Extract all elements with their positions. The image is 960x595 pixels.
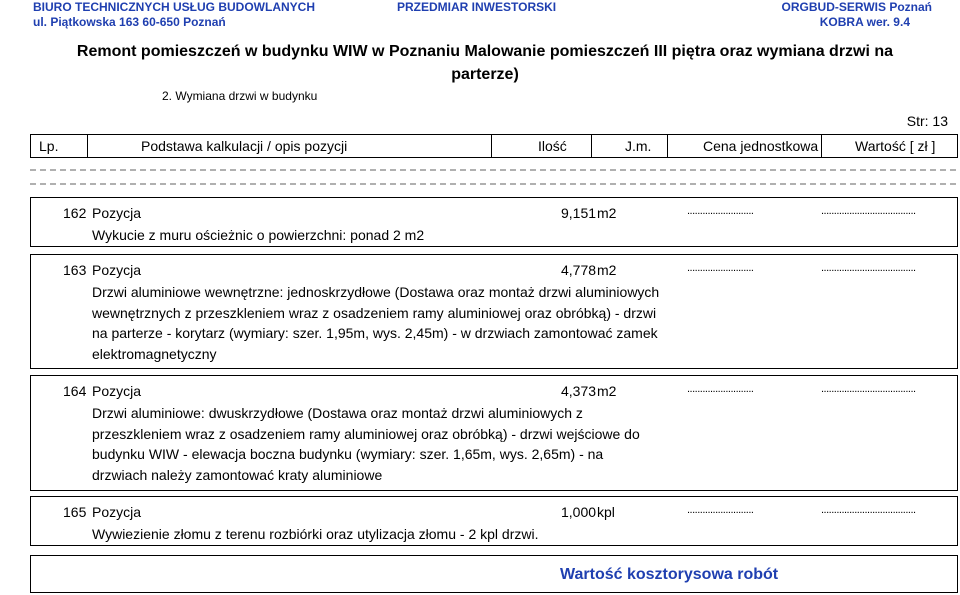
column-header [30, 134, 958, 158]
position-unit: m2 [597, 262, 617, 278]
document-title: Remont pomieszczeń w budynku WIW w Poznaniu Malowanie pomieszczeń III piętra oraz wymiana drzwi na parterze) [76, 43, 894, 83]
position-number: 165 [63, 504, 87, 520]
software-version: KOBRA wer. 9.4 [819, 15, 910, 29]
position-qty: 1,000 [561, 504, 597, 520]
column-unit: J.m. [625, 138, 652, 154]
column-qty: Ilość [538, 138, 567, 154]
column-lp: Lp. [39, 138, 59, 154]
position-qty: 9,151 [561, 205, 597, 221]
position-unit-price: .......................... [687, 383, 754, 395]
position-unit: m2 [597, 205, 617, 221]
position-unit: kpl [597, 504, 615, 520]
company-name-right: ORGBUD-SERWIS Poznań [781, 0, 932, 14]
position-unit: m2 [597, 383, 617, 399]
position-unit-price: .......................... [687, 504, 754, 516]
column-value: Wartość [ zł ] [855, 138, 936, 154]
position-value: ..................................... [821, 383, 916, 395]
position-label: Pozycja [92, 205, 142, 221]
position-row [30, 197, 958, 247]
position-number: 164 [63, 383, 87, 399]
page-number: Str: 13 [906, 113, 948, 129]
position-row [30, 375, 958, 491]
position-unit-price: .......................... [687, 205, 754, 217]
position-number: 162 [63, 205, 87, 221]
position-qty: 4,778 [561, 262, 597, 278]
company-address: ul. Piątkowska 163 60-650 Poznań [33, 15, 226, 29]
position-qty: 4,373 [561, 383, 597, 399]
position-value: ..................................... [821, 262, 916, 274]
position-row [30, 254, 958, 369]
position-label: Pozycja [92, 262, 142, 278]
position-row [30, 496, 958, 546]
position-value: ..................................... [821, 504, 916, 516]
position-value: ..................................... [821, 205, 916, 217]
divider [30, 183, 956, 185]
company-name-left: BIURO TECHNICZNYCH USŁUG BUDOWLANYCH [33, 0, 315, 14]
position-label: Pozycja [92, 504, 142, 520]
section-subtitle: 2. Wymiana drzwi w budynku [162, 89, 318, 103]
total-label: Wartość kosztorysowa robót [560, 566, 779, 583]
document-type: PRZEDMIAR INWESTORSKI [397, 0, 557, 14]
position-number: 163 [63, 262, 87, 278]
column-basis: Podstawa kalkulacji / opis pozycji [141, 138, 348, 154]
divider [30, 169, 956, 171]
total-box [30, 555, 958, 593]
position-description: Drzwi aluminiowe wewnętrzne: jednoskrzydłowe (Dostawa oraz montaż drzwi aluminiowych wewnętrznych z przeszkleniem wraz z osadzeniem ramy aluminiowej oraz obróbką) - drzwi na parterze - korytarz (wymiary: szer. 1,95m, wys. 2,45m) - w drzwiach zamontować zamek elektromagnetyczny [92, 284, 660, 362]
column-unit-price: Cena jednostkowa [703, 138, 819, 154]
position-unit-price: .......................... [687, 262, 754, 274]
position-description: Drzwi aluminiowe: dwuskrzydłowe (Dostawa oraz montaż drzwi aluminiowych z przeszkleniem wraz z osadzeniem ramy aluminiowej oraz obróbką) - drzwi wejściowe do budynku WIW - elewacja boczna budynku (wymiary: szer. 1,65m, wys. 2,65m) - na drzwiach należy zamontować kraty aluminiowe [92, 405, 640, 483]
position-description: Wykucie z muru ościeżnic o powierzchni: ponad 2 m2 [92, 227, 425, 243]
position-description: Wywiezienie złomu z terenu rozbiórki oraz utylizacja złomu - 2 kpl drzwi. [92, 526, 539, 542]
position-label: Pozycja [92, 383, 142, 399]
